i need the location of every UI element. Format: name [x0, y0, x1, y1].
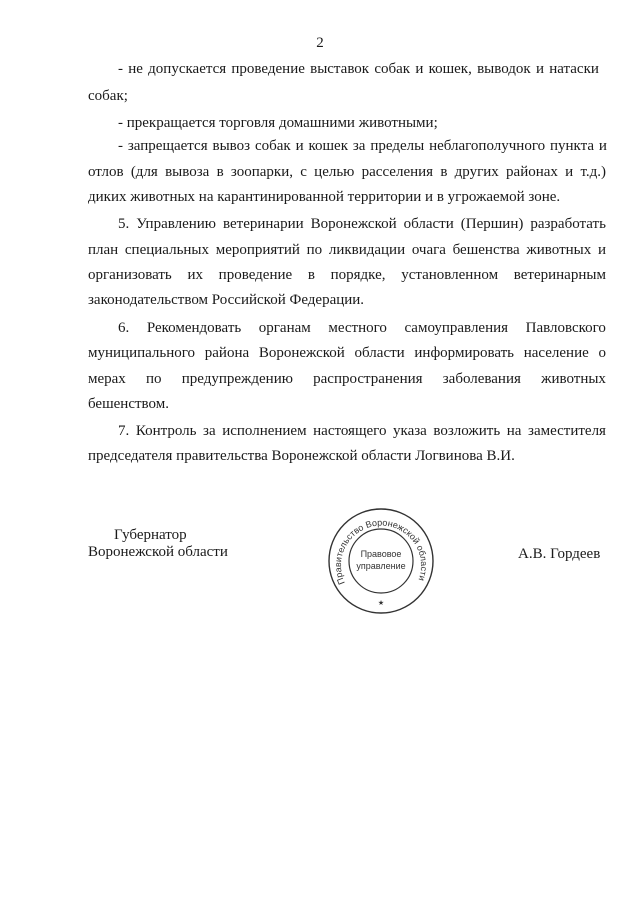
- text-line: [118, 60, 599, 78]
- word: за: [352, 138, 366, 154]
- word: Рекомендовать: [146, 320, 242, 336]
- word: собак: [254, 138, 291, 154]
- text-line: [88, 266, 606, 284]
- word: за: [203, 423, 216, 439]
- word: запрещается: [127, 138, 208, 154]
- word: районах: [506, 164, 558, 180]
- word: не: [128, 61, 143, 77]
- word: животных: [526, 242, 592, 258]
- word: исполнением: [222, 423, 307, 439]
- word: разработать: [530, 216, 606, 232]
- word: Контроль: [135, 423, 197, 439]
- word: и: [415, 61, 424, 77]
- word: ликвидации: [328, 242, 406, 258]
- word: и: [598, 138, 607, 154]
- word: предупреждению: [181, 371, 293, 387]
- text-line: [88, 241, 606, 259]
- word: области: [354, 345, 405, 361]
- word: животных: [541, 371, 606, 387]
- word: бешенства: [452, 242, 520, 258]
- text-line: [118, 319, 606, 337]
- word: собак: [374, 61, 411, 77]
- word: проведение: [218, 267, 293, 283]
- word: неблагополучного: [429, 138, 546, 154]
- word: выставок: [310, 61, 370, 77]
- word: пределы: [370, 138, 425, 154]
- word: население: [523, 345, 589, 361]
- text-line: [118, 422, 606, 440]
- stamp-center-line2: управление: [356, 561, 406, 571]
- word: 5.: [118, 216, 130, 232]
- stamp-center-line1: Правовое: [360, 549, 402, 559]
- text-line: бешенством.: [88, 396, 169, 412]
- text-line: собак;: [88, 88, 128, 104]
- word: в: [440, 164, 448, 180]
- text-line: диких животных на карантинированной территории и в угрожаемой зоне.: [88, 189, 561, 205]
- word: самоуправления: [404, 320, 509, 336]
- word: кошек,: [428, 61, 472, 77]
- word: в: [216, 164, 224, 180]
- word: настоящего: [313, 423, 387, 439]
- word: и: [295, 138, 304, 154]
- word: выводок: [477, 61, 531, 77]
- word: мерах: [88, 371, 126, 387]
- stamp-star-icon: ★: [377, 600, 385, 607]
- word: ветеринарии: [223, 216, 304, 232]
- text-line: законодательством Российской Федерации.: [88, 292, 365, 308]
- signature-title-line2: Воронежской области: [88, 544, 228, 560]
- word: других: [454, 164, 499, 180]
- signature-title-line1: Губернатор: [114, 527, 187, 543]
- word: зоопарки,: [230, 164, 293, 180]
- word: возложить: [433, 423, 501, 439]
- word: -: [118, 61, 123, 77]
- word: очага: [411, 242, 446, 258]
- word: на: [506, 423, 522, 439]
- text-line: [88, 163, 606, 181]
- word: 7.: [118, 423, 130, 439]
- page-number: 2: [316, 35, 324, 51]
- word: Управлению: [136, 216, 217, 232]
- word: -: [118, 138, 123, 154]
- text-line: [88, 370, 606, 388]
- word: организовать: [88, 267, 172, 283]
- word: распространения: [313, 371, 423, 387]
- word: и: [535, 61, 544, 77]
- word: расселения: [361, 164, 434, 180]
- word: района: [204, 345, 250, 361]
- word: натаски: [549, 61, 599, 77]
- stamp-ring-text: Правительство Воронежской области: [332, 517, 430, 587]
- word: указа: [393, 423, 427, 439]
- word: местного: [328, 320, 387, 336]
- word: проведение: [231, 61, 305, 77]
- word: Воронежской: [258, 345, 345, 361]
- word: заболевания: [442, 371, 521, 387]
- word: Павловского: [525, 320, 606, 336]
- word: (Першин): [460, 216, 524, 232]
- word: отлов: [88, 164, 124, 180]
- text-line: - прекращается торговля домашними животными;: [118, 115, 438, 131]
- word: области: [403, 216, 454, 232]
- word: план: [88, 242, 119, 258]
- word: Воронежской: [310, 216, 397, 232]
- word: с: [300, 164, 307, 180]
- word: порядке,: [330, 267, 386, 283]
- text-line: [88, 344, 606, 362]
- word: мероприятий: [215, 242, 300, 258]
- word: специальных: [124, 242, 210, 258]
- word: о: [598, 345, 606, 361]
- word: (для: [130, 164, 158, 180]
- word: кошек: [308, 138, 348, 154]
- word: органам: [258, 320, 311, 336]
- text-line: председателя правительства Воронежской области Логвинова В.И.: [88, 448, 515, 464]
- word: в: [307, 267, 315, 283]
- text-line: [118, 215, 606, 233]
- word: пункта: [549, 138, 595, 154]
- word: вывоза: [165, 164, 210, 180]
- word: по: [146, 371, 162, 387]
- word: допускается: [148, 61, 227, 77]
- word: установленном: [401, 267, 499, 283]
- word: информировать: [414, 345, 515, 361]
- word: и: [565, 164, 574, 180]
- word: вывоз: [212, 138, 251, 154]
- text-line: [118, 137, 607, 155]
- word: муниципального: [88, 345, 196, 361]
- word: т.д.): [580, 164, 606, 180]
- word: ветеринарным: [513, 267, 606, 283]
- official-stamp-seal: [325, 505, 437, 617]
- word: заместителя: [528, 423, 606, 439]
- word: их: [187, 267, 203, 283]
- word: и: [597, 242, 606, 258]
- word: целью: [314, 164, 355, 180]
- word: по: [306, 242, 323, 258]
- word: 6.: [118, 320, 130, 336]
- signature-name: А.В. Гордеев: [518, 546, 601, 562]
